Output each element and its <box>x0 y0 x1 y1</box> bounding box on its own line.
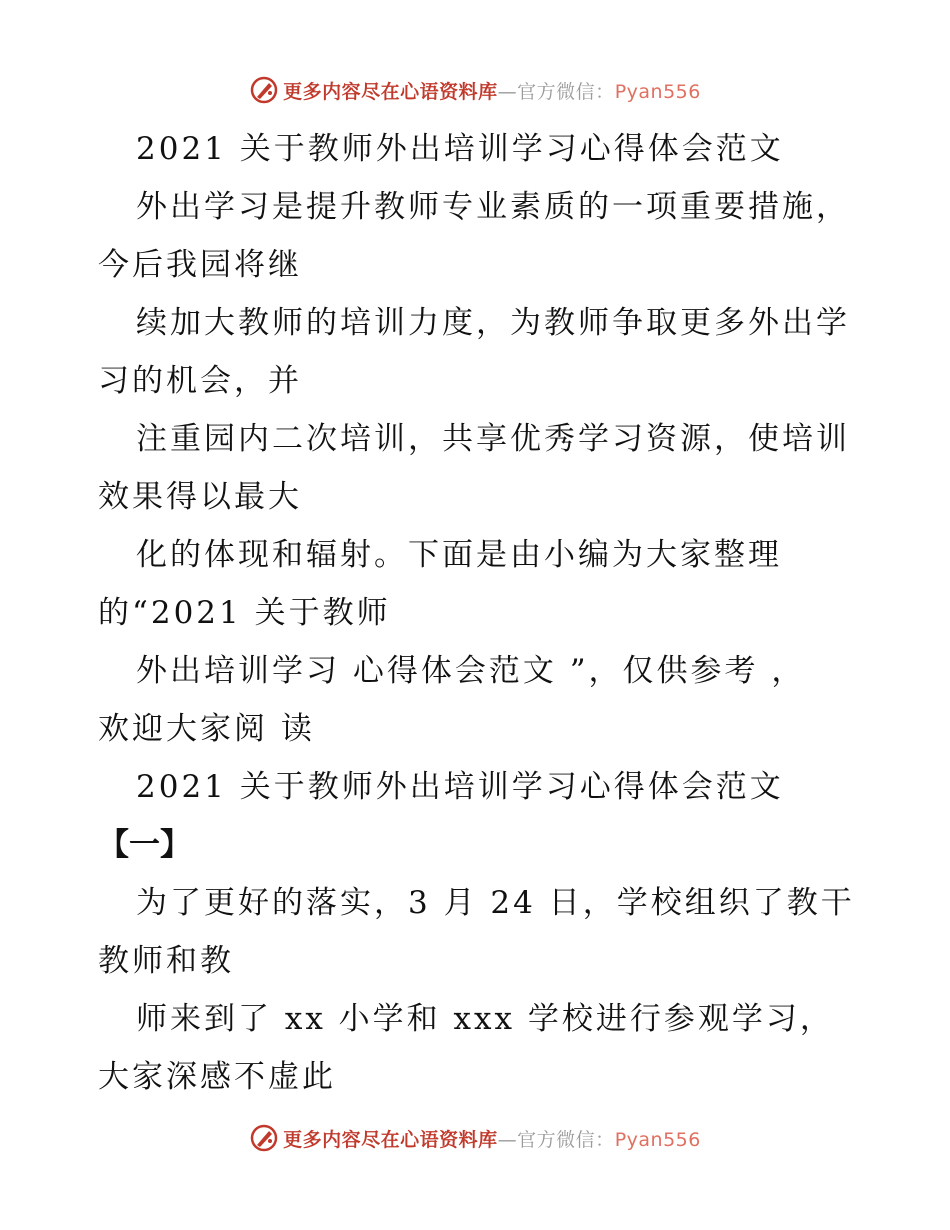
text-line: 欢迎大家阅 读 <box>98 711 315 747</box>
text-line: 【一】 <box>98 827 191 863</box>
text-line: 的“2021 关于教师 <box>98 595 391 631</box>
text-line: 续加大教师的培训力度，为教师争取更多外出学 <box>136 305 850 341</box>
text-line: 大家深感不虚此 <box>98 1059 336 1095</box>
watermark-separator: — <box>497 1128 518 1151</box>
quill-logo-icon <box>249 75 279 105</box>
text-line: 为了更好的落实，3 月 24 日，学校组织了教干 <box>136 885 855 921</box>
watermark-brand: 更多内容尽在心语资料库 <box>283 1128 498 1151</box>
text-line: 2021 关于教师外出培训学习心得体会范文 <box>136 131 784 167</box>
text-line: 今后我园将继 <box>98 247 302 283</box>
quill-logo-icon <box>249 1123 279 1153</box>
text-line: 化的体现和辐射。下面是由小编为大家整理 <box>136 537 782 573</box>
watermark-official: 官方微信： <box>517 80 615 103</box>
footer-watermark <box>0 1118 950 1158</box>
watermark-id: Pyan556 <box>614 80 701 103</box>
watermark-official: 官方微信： <box>517 1128 615 1151</box>
header-watermark <box>0 70 950 110</box>
text-line: 2021 关于教师外出培训学习心得体会范文 <box>136 769 784 805</box>
text-line: 教师和教 <box>98 943 234 979</box>
text-line: 注重园内二次培训，共享优秀学习资源，使培训 <box>136 421 850 457</box>
text-line: 效果得以最大 <box>98 479 302 515</box>
text-line: 习的机会，并 <box>98 363 302 399</box>
text-line: 外出培训学习 心得体会范文 ”，仅供参考 ， <box>136 653 806 689</box>
watermark-id: Pyan556 <box>614 1128 701 1151</box>
document-body <box>98 120 868 1106</box>
text-line: 外出学习是提升教师专业素质的一项重要措施， <box>136 189 850 225</box>
watermark-separator: — <box>497 80 518 103</box>
watermark-text <box>283 77 701 104</box>
watermark-text <box>283 1125 701 1152</box>
watermark-brand: 更多内容尽在心语资料库 <box>283 80 498 103</box>
text-line: 师来到了 xx 小学和 xxx 学校进行参观学习， <box>136 1001 834 1037</box>
